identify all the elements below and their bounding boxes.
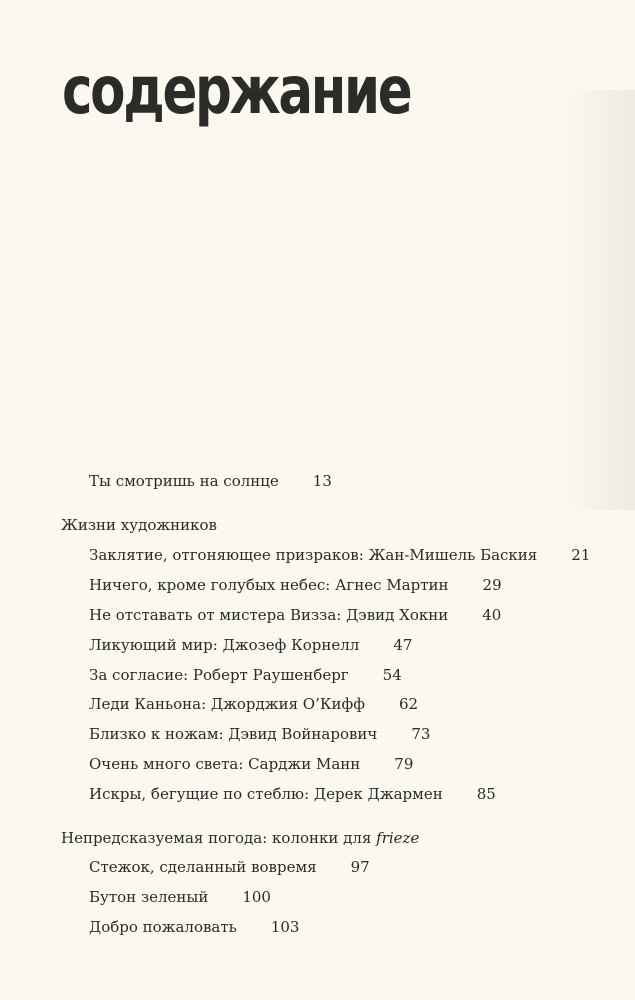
toc-entry-page: 47 bbox=[393, 636, 413, 654]
toc-entry-title: Близко к ножам: Дэвид Войнарович bbox=[89, 725, 378, 743]
toc-entry bbox=[89, 545, 590, 565]
toc-entry-title: За согласие: Роберт Раушенберг bbox=[89, 666, 349, 684]
toc-entry-title: Бутон зеленый bbox=[89, 888, 209, 906]
page-edge-shadow bbox=[565, 90, 635, 510]
toc-entry-page: 100 bbox=[242, 888, 271, 906]
toc-entry bbox=[89, 887, 271, 907]
toc-entry-page: 62 bbox=[398, 695, 419, 713]
toc-entry bbox=[89, 724, 430, 744]
toc-entry bbox=[89, 784, 496, 804]
toc-entry-intro bbox=[89, 471, 332, 491]
toc-entry bbox=[89, 694, 418, 714]
toc-entry bbox=[89, 665, 402, 685]
section-heading-italic: frieze bbox=[376, 829, 420, 847]
section-heading-weather bbox=[61, 828, 419, 848]
toc-entry-page: 54 bbox=[382, 666, 402, 684]
toc-entry-page: 79 bbox=[394, 755, 414, 773]
toc-entry-title: Стежок, сделанный вовремя bbox=[89, 858, 317, 876]
toc-entry-title: Ликующий мир: Джозеф Корнелл bbox=[89, 636, 360, 654]
toc-entry-page: 29 bbox=[482, 576, 502, 594]
toc-entry-page: 103 bbox=[270, 918, 300, 936]
toc-entry-title: Ничего, кроме голубых небес: Агнес Мартин bbox=[89, 576, 449, 594]
toc-entry-title: Добро пожаловать bbox=[89, 918, 237, 936]
toc-entry-title: Не отставать от мистера Визза: Дэвид Хокни bbox=[89, 606, 449, 624]
toc-entry bbox=[89, 605, 501, 625]
toc-entry-page: 73 bbox=[411, 725, 431, 743]
section-heading-artists-lives: Жизни художников bbox=[61, 516, 217, 534]
toc-entry-title: Очень много света: Сарджи Манн bbox=[89, 755, 361, 773]
toc-entry bbox=[89, 917, 299, 937]
toc-entry-title: Леди Каньона: Джорджия О’Кифф bbox=[89, 695, 365, 713]
toc-entry bbox=[89, 754, 413, 774]
toc-entry bbox=[89, 635, 412, 655]
toc-entry-page: 85 bbox=[476, 785, 496, 803]
toc-entry-page: 21 bbox=[571, 546, 591, 564]
section-heading-text: Непредсказуемая погода: колонки для bbox=[61, 829, 372, 847]
toc-entry-page: 97 bbox=[350, 858, 370, 876]
toc-entry-page: 13 bbox=[312, 472, 332, 490]
toc-entry-title: Заклятие, отгоняющее призраков: Жан-Мишель Баския bbox=[89, 546, 538, 564]
toc-entry-title: Ты смотришь на солнце bbox=[89, 472, 279, 490]
toc-entry bbox=[89, 575, 502, 595]
toc-entry-page: 40 bbox=[482, 606, 502, 624]
page-title: содержание bbox=[62, 52, 411, 129]
toc-entry-title: Искры, бегущие по стеблю: Дерек Джармен bbox=[89, 785, 443, 803]
toc-entry bbox=[89, 857, 370, 877]
